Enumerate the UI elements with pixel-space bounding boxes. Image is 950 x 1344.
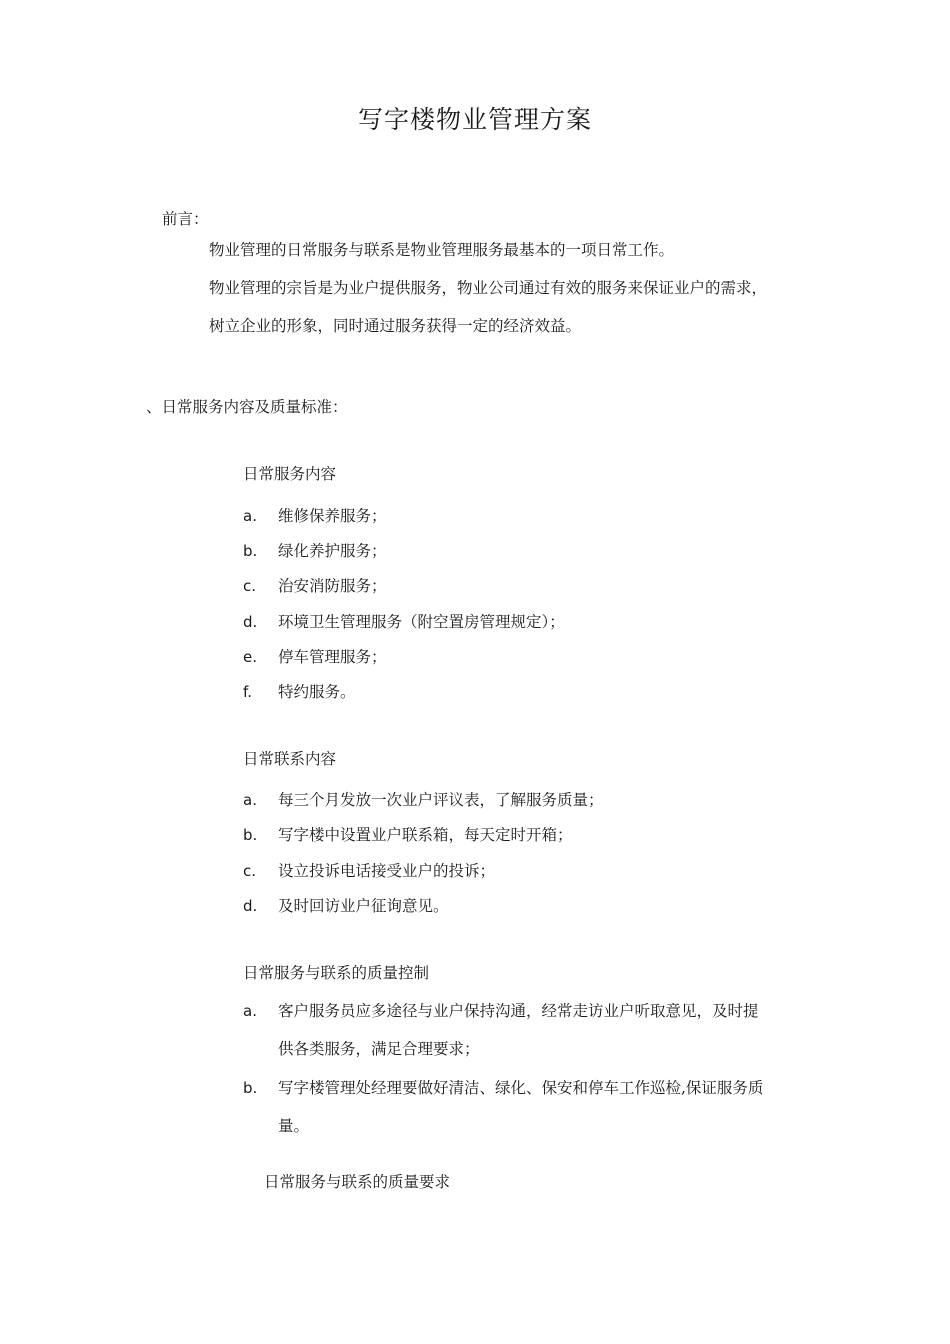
document-title: 写字楼物业管理方案 — [357, 105, 592, 134]
list-item: 维修保养服务； — [278, 507, 387, 525]
list-item-line-2: 量。 — [278, 1117, 310, 1135]
list-item-marker: b. — [243, 826, 258, 844]
preface-heading: 前言： — [162, 210, 209, 228]
list-item: 设立投诉电话接受业户的投诉； — [278, 862, 496, 880]
list-item-marker: c. — [243, 862, 257, 880]
quality-control-heading: 日常服务与联系的质量控制 — [243, 964, 430, 982]
list-item-marker: d. — [243, 897, 258, 915]
list-item-line-1: 写字楼管理处经理要做好清洁、绿化、保安和停车工作巡检,保证服务质 — [278, 1079, 764, 1097]
list-item-marker: f. — [243, 683, 252, 701]
list-item-marker: b. — [243, 1079, 258, 1097]
list-item-marker: c. — [243, 577, 257, 595]
quality-requirements-heading: 日常服务与联系的质量要求 — [264, 1173, 451, 1191]
list-item: 环境卫生管理服务（附空置房管理规定）； — [278, 613, 565, 631]
preface-paragraph-2-line-1: 物业管理的宗旨是为业户提供服务，物业公司通过有效的服务来保证业户的需求， — [209, 279, 768, 297]
section-1-heading: 、日常服务内容及质量标准： — [146, 398, 348, 416]
list-item-marker: e. — [243, 648, 257, 666]
preface-paragraph-2-line-2: 树立企业的形象，同时通过服务获得一定的经济效益。 — [209, 317, 582, 335]
list-item-marker: a. — [243, 1002, 257, 1020]
contact-heading: 日常联系内容 — [243, 750, 337, 768]
list-item: 及时回访业户征询意见。 — [278, 897, 449, 915]
list-item-line-1: 客户服务员应多途径与业户保持沟通，经常走访业户听取意见，及时提 — [278, 1002, 759, 1020]
list-item-marker: b. — [243, 542, 258, 560]
list-item-line-2: 供各类服务，满足合理要求； — [278, 1040, 480, 1058]
list-item: 治安消防服务； — [278, 577, 387, 595]
list-item-marker: a. — [243, 507, 257, 525]
list-item: 写字楼中设置业户联系箱，每天定时开箱； — [278, 826, 573, 844]
list-item: 绿化养护服务； — [278, 542, 387, 560]
list-item: 停车管理服务； — [278, 648, 387, 666]
preface-paragraph-1: 物业管理的日常服务与联系是物业管理服务最基本的一项日常工作。 — [209, 241, 675, 259]
list-item-marker: a. — [243, 791, 257, 809]
list-item-marker: d. — [243, 613, 258, 631]
services-heading: 日常服务内容 — [243, 465, 337, 483]
list-item: 特约服务。 — [278, 683, 356, 701]
list-item: 每三个月发放一次业户评议表，了解服务质量； — [278, 791, 604, 809]
